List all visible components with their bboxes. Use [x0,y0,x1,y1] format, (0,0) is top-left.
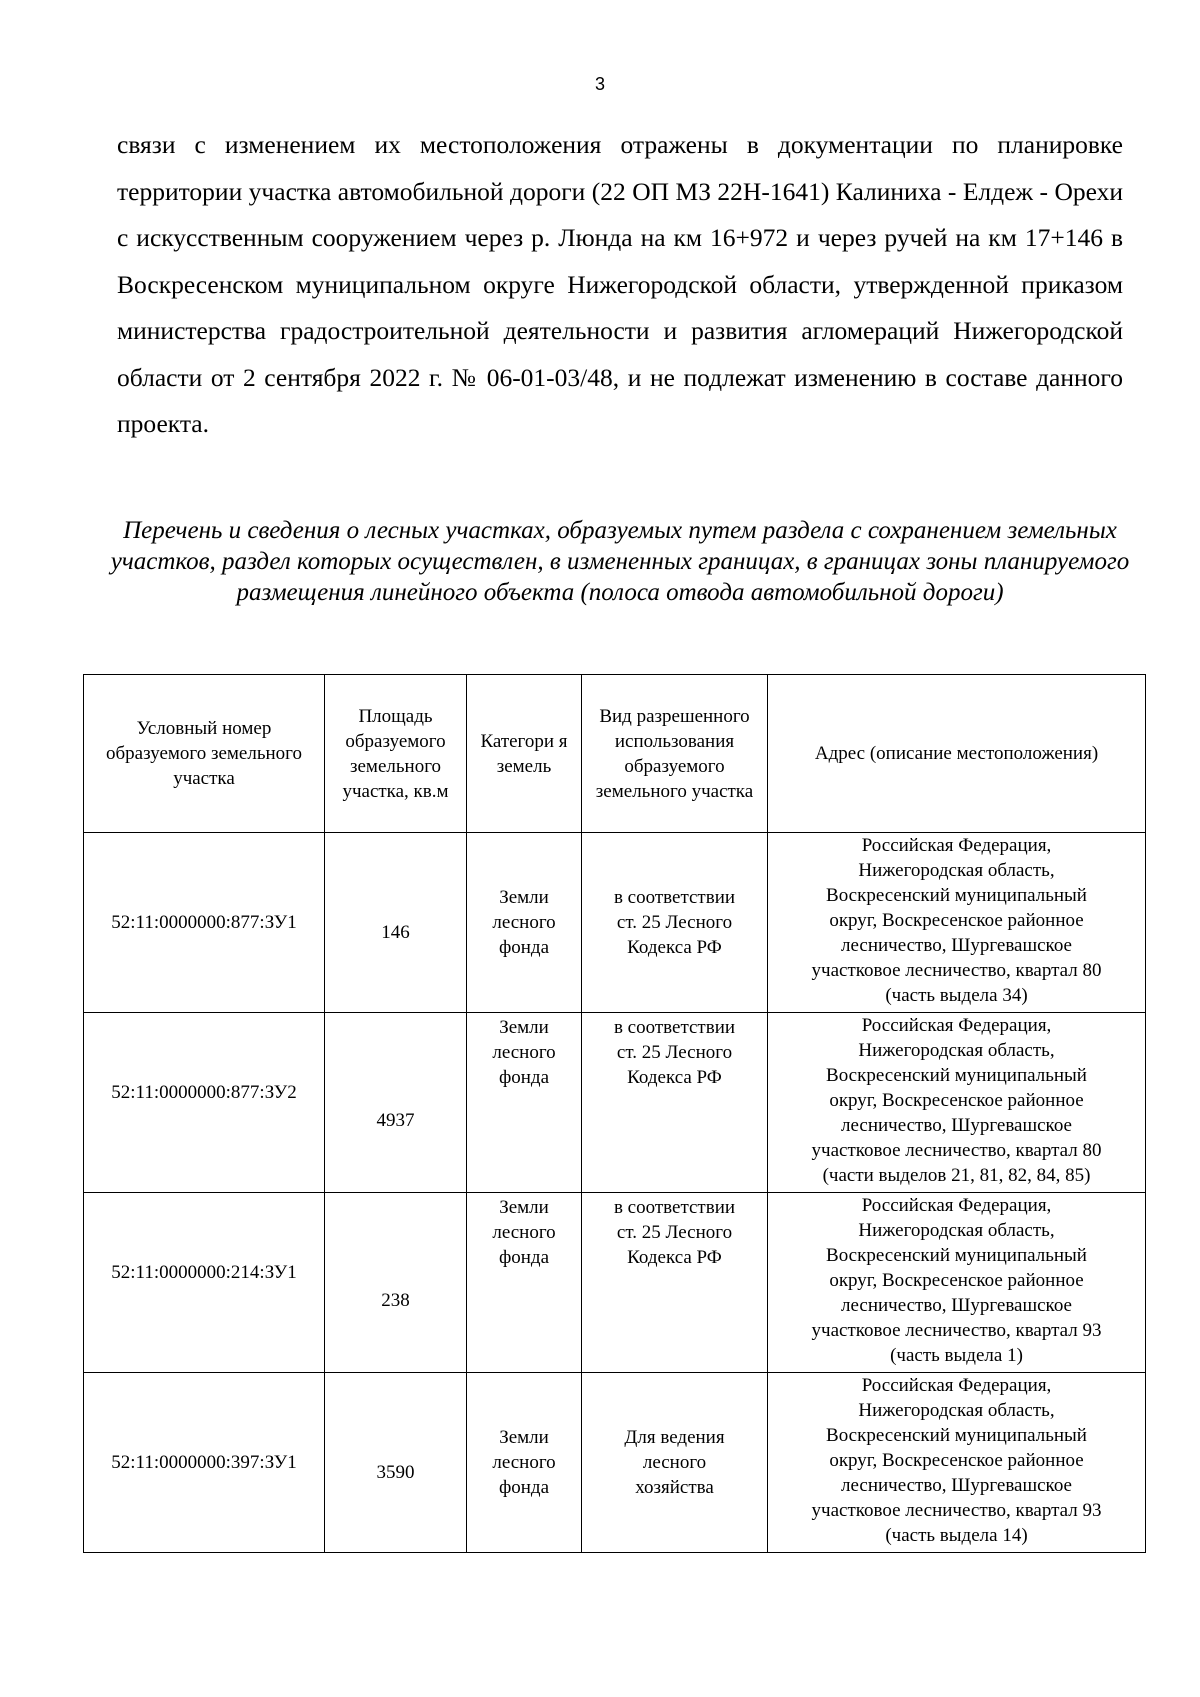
area-cell: 4937 [325,1013,467,1193]
table-row [84,1013,1146,1193]
land-category-cell: Земли лесного фонда [467,1193,582,1373]
permitted-use-cell: в соответствии ст. 25 Лесного Кодекса РФ [582,833,768,1013]
table-row [84,1193,1146,1373]
table-caption: Перечень и сведения о лесных участках, образуемых путем раздела с сохранением земельных участков, раздел которых осуществлен, в измененных границах, в границах зоны планируемого размещения линейного объекта (полоса отвода автомобильной дороги) [110,517,1130,606]
plot-number-cell: 52:11:0000000:397:ЗУ1 [84,1373,325,1553]
address-cell: Российская Федерация, Нижегородская область, Воскресенский муниципальный округ, Воскресенское районное лесничество, Шургевашское участковое лесничество, квартал 80 (части выделов 21, 81, 82, 84, 85) [768,1013,1146,1193]
header-land-category: Категори я земель [467,675,582,833]
header-permitted-use: Вид разрешенного использования образуемого земельного участка [582,675,768,833]
header-plot-number: Условный номер образуемого земельного участка [84,675,325,833]
area-cell: 3590 [325,1373,467,1553]
page-number: 3 [594,74,605,94]
forest-plots-table [83,674,1146,1553]
header-area: Площадь образуемого земельного участка, кв.м [325,675,467,833]
address-cell: Российская Федерация, Нижегородская область, Воскресенский муниципальный округ, Воскресенское районное лесничество, Шургевашское участковое лесничество, квартал 93 (часть выдела 1) [768,1193,1146,1373]
permitted-use-cell: в соответствии ст. 25 Лесного Кодекса РФ [582,1193,768,1373]
address-cell: Российская Федерация, Нижегородская область, Воскресенский муниципальный округ, Воскресенское районное лесничество, Шургевашское участковое лесничество, квартал 80 (часть выдела 34) [768,833,1146,1013]
plot-number-cell: 52:11:0000000:877:ЗУ1 [84,833,325,1013]
area-cell: 146 [325,833,467,1013]
address-cell: Российская Федерация, Нижегородская область, Воскресенский муниципальный округ, Воскресенское районное лесничество, Шургевашское участковое лесничество, квартал 93 (часть выдела 14) [768,1373,1146,1553]
area-cell: 238 [325,1193,467,1373]
plot-number-cell: 52:11:0000000:877:ЗУ2 [84,1013,325,1193]
table-row [84,1373,1146,1553]
permitted-use-cell: в соответствии ст. 25 Лесного Кодекса РФ [582,1013,768,1193]
table-header-row [84,675,1146,833]
table-row [84,833,1146,1013]
land-category-cell: Земли лесного фонда [467,1373,582,1553]
land-category-cell: Земли лесного фонда [467,1013,582,1193]
land-category-cell: Земли лесного фонда [467,833,582,1013]
body-paragraph: связи с изменением их местоположения отражены в документации по планировке территории участка автомобильной дороги (22 ОП МЗ 22Н-1641) Калиниха - Елдеж - Орехи с искусственным сооружением через р. Люнда на км 16+972 и через ручей на км 17+146 в Воскресенском муниципальном округе Нижегородской области, утвержденной приказом министерства градостроительной деятельности и развития агломераций Нижегородской области от 2 сентября 2022 г. № 06-01-03/48, и не подлежат изменению в составе данного проекта. [117,130,1123,438]
permitted-use-cell: Для ведения лесного хозяйства [582,1373,768,1553]
header-address: Адрес (описание местоположения) [768,675,1146,833]
plot-number-cell: 52:11:0000000:214:ЗУ1 [84,1193,325,1373]
